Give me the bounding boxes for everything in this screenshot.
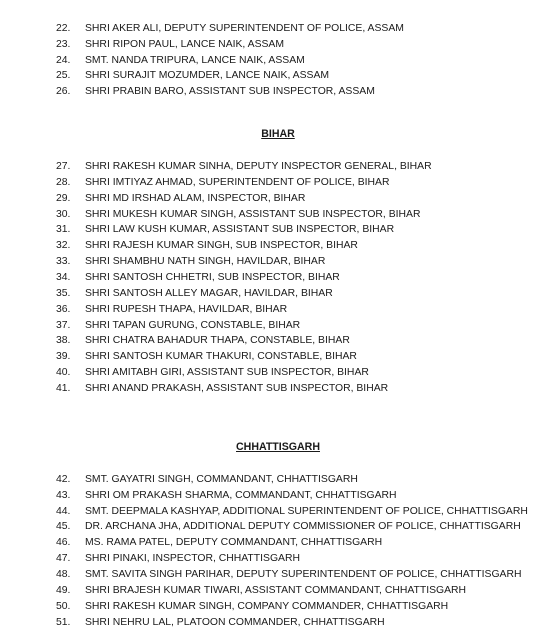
item-number: 27. [56,161,71,172]
item-number: 50. [56,601,71,612]
item-number: 26. [56,86,71,97]
item-text: DR. ARCHANA JHA, ADDITIONAL DEPUTY COMMISSIONER OF POLICE, CHHATTISGARH [85,521,521,532]
item-text: SHRI ANAND PRAKASH, ASSISTANT SUB INSPECTOR, BIHAR [85,383,389,394]
item-number: 43. [56,490,71,501]
item-number: 35. [56,288,71,299]
item-number: 30. [56,209,71,220]
item-number: 44. [56,506,71,517]
item-text: SHRI SURAJIT MOZUMDER, LANCE NAIK, ASSAM [85,70,330,81]
item-text: SHRI OM PRAKASH SHARMA, COMMANDANT, CHHATTISGARH [85,490,397,501]
item-number: 42. [56,474,71,485]
item-text: SHRI NEHRU LAL, PLATOON COMMANDER, CHHATTISGARH [85,617,385,628]
item-number: 45. [56,521,71,532]
item-number: 48. [56,569,71,580]
item-text: SHRI CHATRA BAHADUR THAPA, CONSTABLE, BIHAR [85,335,350,346]
item-text: SHRI MUKESH KUMAR SINGH, ASSISTANT SUB INSPECTOR, BIHAR [85,209,421,220]
section-heading: BIHAR [261,128,295,140]
item-text: MS. RAMA PATEL, DEPUTY COMMANDANT, CHHATTISGARH [85,537,383,548]
item-text: SHRI RAKESH KUMAR SINGH, COMPANY COMMANDER, CHHATTISGARH [85,601,449,612]
item-number: 24. [56,55,71,66]
item-number: 36. [56,304,71,315]
item-text: SHRI TAPAN GURUNG, CONSTABLE, BIHAR [85,320,301,331]
item-number: 40. [56,367,71,378]
item-number: 39. [56,351,71,362]
item-text: SMT. DEEPMALA KASHYAP, ADDITIONAL SUPERINTENDENT OF POLICE, CHHATTISGARH [85,506,528,517]
item-text: SHRI SANTOSH CHHETRI, SUB INSPECTOR, BIHAR [85,272,340,283]
item-text: SHRI SANTOSH ALLEY MAGAR, HAVILDAR, BIHAR [85,288,333,299]
item-number: 29. [56,193,71,204]
item-text: SMT. GAYATRI SINGH, COMMANDANT, CHHATTISGARH [85,474,358,485]
item-text: SHRI SHAMBHU NATH SINGH, HAVILDAR, BIHAR [85,256,326,267]
item-text: SHRI LAW KUSH KUMAR, ASSISTANT SUB INSPECTOR, BIHAR [85,224,395,235]
item-text: SMT. NANDA TRIPURA, LANCE NAIK, ASSAM [85,55,305,66]
item-text: SHRI RIPON PAUL, LANCE NAIK, ASSAM [85,39,285,50]
item-text: SHRI BRAJESH KUMAR TIWARI, ASSISTANT COMMANDANT, CHHATTISGARH [85,585,467,596]
item-text: SHRI RAKESH KUMAR SINHA, DEPUTY INSPECTOR GENERAL, BIHAR [85,161,432,172]
item-number: 41. [56,383,71,394]
item-text: SHRI IMTIYAZ AHMAD, SUPERINTENDENT OF POLICE, BIHAR [85,177,390,188]
item-number: 34. [56,272,71,283]
item-number: 37. [56,320,71,331]
item-number: 25. [56,70,71,81]
item-number: 22. [56,23,71,34]
item-text: SHRI MD IRSHAD ALAM, INSPECTOR, BIHAR [85,193,306,204]
item-number: 46. [56,537,71,548]
item-number: 23. [56,39,71,50]
item-number: 51. [56,617,71,628]
item-text: SHRI RUPESH THAPA, HAVILDAR, BIHAR [85,304,288,315]
item-number: 38. [56,335,71,346]
item-text: SHRI AKER ALI, DEPUTY SUPERINTENDENT OF POLICE, ASSAM [85,23,404,34]
item-text: SHRI AMITABH GIRI, ASSISTANT SUB INSPECTOR, BIHAR [85,367,369,378]
item-text: SHRI RAJESH KUMAR SINGH, SUB INSPECTOR, BIHAR [85,240,358,251]
item-number: 33. [56,256,71,267]
item-number: 28. [56,177,71,188]
item-text: SMT. SAVITA SINGH PARIHAR, DEPUTY SUPERINTENDENT OF POLICE, CHHATTISGARH [85,569,522,580]
item-number: 32. [56,240,71,251]
item-number: 49. [56,585,71,596]
item-text: SHRI PRABIN BARO, ASSISTANT SUB INSPECTOR, ASSAM [85,86,375,97]
item-number: 31. [56,224,71,235]
section-heading: CHHATTISGARH [236,441,320,453]
item-text: SHRI PINAKI, INSPECTOR, CHHATTISGARH [85,553,300,564]
item-text: SHRI SANTOSH KUMAR THAKURI, CONSTABLE, BIHAR [85,351,357,362]
item-number: 47. [56,553,71,564]
